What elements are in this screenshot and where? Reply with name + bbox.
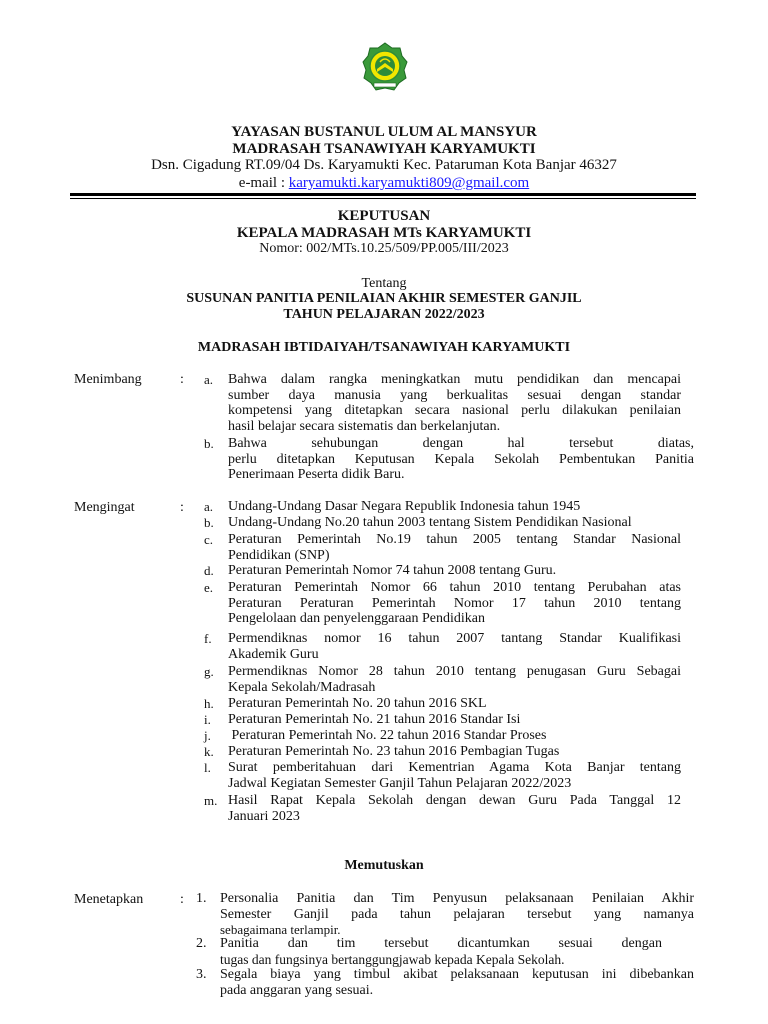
mengingat-b-mark: b. <box>204 515 214 530</box>
text-line: Pengelolaan dan penyelenggaraan Pendidikan <box>228 611 485 627</box>
mengingat-f-text <box>228 631 681 662</box>
email-label: e-mail : <box>238 175 289 191</box>
text-line: Peraturan Pemerintah Nomor 66 tahun 2010 tentang Perubahan atas <box>228 580 681 595</box>
text-line: Peraturan Pemerintah No.19 tahun 2005 tentang Standar Nasional <box>228 532 681 547</box>
menetapkan-3-mark: 3. <box>196 967 207 982</box>
text-line: Undang-Undang No.20 tahun 2003 tentang Sistem Pendidikan Nasional <box>228 515 632 530</box>
mengingat-g-text <box>228 664 681 695</box>
text-line: Hasil Rapat Kepala Sekolah dengan dewan Guru Pada Tanggal 12 <box>228 793 681 808</box>
madrasah-crest-logo <box>362 42 408 96</box>
text-line: Personalia Panitia dan Tim Penyusun pelaksanaan Penilaian Akhir <box>220 891 694 906</box>
mengingat-e-mark: e. <box>204 580 214 595</box>
text-line: Peraturan Peraturan Pemerintah Nomor 17 tahun 2010 tentang <box>228 595 681 611</box>
text-line: Semester Ganjil pada tahun pelajaran tersebut yang namanya <box>220 906 694 922</box>
mengingat-c-text <box>228 532 681 563</box>
menetapkan-3-text <box>220 967 694 998</box>
header-rule-thin <box>70 198 696 199</box>
text-line: Permendiknas nomor 16 tahun 2007 tantang Standar Kualifikasi <box>228 631 681 646</box>
text-line: Peraturan Pemerintah No. 23 tahun 2016 Pembagian Tugas <box>228 744 560 759</box>
mengingat-h-mark: h. <box>204 696 214 711</box>
text-line: pada anggaran yang sesuai. <box>220 982 374 998</box>
text-line: Peraturan Pemerintah No. 22 tahun 2016 Standar Proses <box>228 728 547 743</box>
header-rule-thick <box>70 193 696 196</box>
menetapkan-1-mark: 1. <box>196 891 207 906</box>
decree-number: Nomor: 002/MTs.10.25/509/PP.005/III/2023 <box>259 241 509 256</box>
decree-subject-line2: TAHUN PELAJARAN 2022/2023 <box>283 307 485 322</box>
text-line: kompetensi yang ditetapkan secara nasional perlu dilakukan penilaian <box>228 403 681 419</box>
text-line: Surat pemberitahuan dari Kementrian Agama Kota Banjar tentang <box>228 760 681 775</box>
mengingat-label: Mengingat <box>74 500 135 515</box>
menimbang-label: Menimbang <box>74 372 142 387</box>
text-line: Akademik Guru <box>228 646 319 662</box>
text-line: Permendiknas Nomor 28 tahun 2010 tentang penugasan Guru Sebagai <box>228 664 681 679</box>
mengingat-a-text <box>228 499 681 515</box>
text-line: Bahwa sehubungan dengan hal tersebut diatas, <box>228 436 694 451</box>
decree-issuer: KEPALA MADRASAH MTs KARYAMUKTI <box>236 225 532 241</box>
memutuskan-heading: Memutuskan <box>344 858 424 873</box>
text-line: Penerimaan Peserta didik Baru. <box>228 467 405 483</box>
text-line: Peraturan Pemerintah No. 20 tahun 2016 SKL <box>228 696 487 711</box>
text-line: Panitia dan tim tersebut dicantumkan sesuai dengan <box>220 936 662 951</box>
mengingat-k-mark: k. <box>204 744 214 759</box>
text-line: Kepala Sekolah/Madrasah <box>228 679 376 695</box>
text-line: sebagaimana terlampir. <box>220 922 341 938</box>
mengingat-k-text <box>228 744 681 760</box>
mengingat-b-text <box>228 515 681 531</box>
text-line: Pendidikan (SNP) <box>228 547 330 563</box>
menimbang-b-text <box>228 436 694 483</box>
text-line: perlu ditetapkan Keputusan Kepala Sekolah Pembentukan Panitia <box>228 451 694 467</box>
decree-title: KEPUTUSAN <box>337 208 431 224</box>
mengingat-j-mark: j. <box>204 728 211 743</box>
mengingat-colon: : <box>180 500 184 515</box>
decree-institution: MADRASAH IBTIDAIYAH/TSANAWIYAH KARYAMUKTI <box>197 340 571 355</box>
school-name: MADRASAH TSANAWIYAH KARYAMUKTI <box>232 141 536 157</box>
school-address: Dsn. Cigadung RT.09/04 Ds. Karyamukti Kec. Pataruman Kota Banjar 46327 <box>151 157 617 173</box>
foundation-name: YAYASAN BUSTANUL ULUM AL MANSYUR <box>231 124 537 140</box>
menetapkan-2-mark: 2. <box>196 936 207 951</box>
menetapkan-colon: : <box>180 892 184 907</box>
mengingat-j-text <box>228 728 681 744</box>
text-line: Peraturan Pemerintah Nomor 74 tahun 2008 tentang Guru. <box>228 563 557 578</box>
text-line: Segala biaya yang timbul akibat pelaksanaan keputusan ini dibebankan <box>220 967 694 982</box>
mengingat-i-text <box>228 712 681 728</box>
text-line: Jadwal Kegiatan Semester Ganjil Tahun Pelajaran 2022/2023 <box>228 775 572 791</box>
decree-about: Tentang <box>361 276 407 291</box>
menimbang-a-mark: a. <box>204 372 214 387</box>
menimbang-a-text <box>228 372 681 434</box>
mengingat-g-mark: g. <box>204 664 214 679</box>
text-line: Undang-Undang Dasar Negara Republik Indonesia tahun 1945 <box>228 499 581 514</box>
mengingat-h-text <box>228 696 681 712</box>
mengingat-f-mark: f. <box>204 631 212 646</box>
email-line <box>0 175 768 192</box>
menetapkan-label: Menetapkan <box>74 892 144 907</box>
text-line: Bahwa dalam rangka meningkatkan mutu pendidikan dan mencapai <box>228 372 681 387</box>
mengingat-d-mark: d. <box>204 563 214 578</box>
mengingat-l-mark: l. <box>204 760 211 775</box>
decree-subject-line1: SUSUNAN PANITIA PENILAIAN AKHIR SEMESTER GANJIL <box>186 291 582 306</box>
mengingat-a-mark: a. <box>204 499 214 514</box>
mengingat-l-text <box>228 760 681 791</box>
email-link[interactable]: karyamukti.karyamukti809@gmail.com <box>288 175 530 191</box>
text-line: tugas dan fungsinya bertanggungjawab kepada Kepala Sekolah. <box>220 951 565 967</box>
mengingat-c-mark: c. <box>204 532 214 547</box>
text-line: sumber daya manusia yang berkualitas sesuai dengan standar <box>228 387 681 403</box>
mengingat-d-text <box>228 563 681 579</box>
text-line: Januari 2023 <box>228 808 300 824</box>
menetapkan-2-text <box>220 936 662 967</box>
mengingat-m-text <box>228 793 681 824</box>
menimbang-b-mark: b. <box>204 436 214 451</box>
mengingat-e-text <box>228 580 681 627</box>
menetapkan-1-text <box>220 891 694 938</box>
menimbang-colon: : <box>180 372 184 387</box>
text-line: Peraturan Pemerintah No. 21 tahun 2016 Standar Isi <box>228 712 521 727</box>
mengingat-m-mark: m. <box>204 793 218 808</box>
mengingat-i-mark: i. <box>204 712 211 727</box>
text-line: hasil belajar secara sistematis dan berkelanjutan. <box>228 418 501 434</box>
